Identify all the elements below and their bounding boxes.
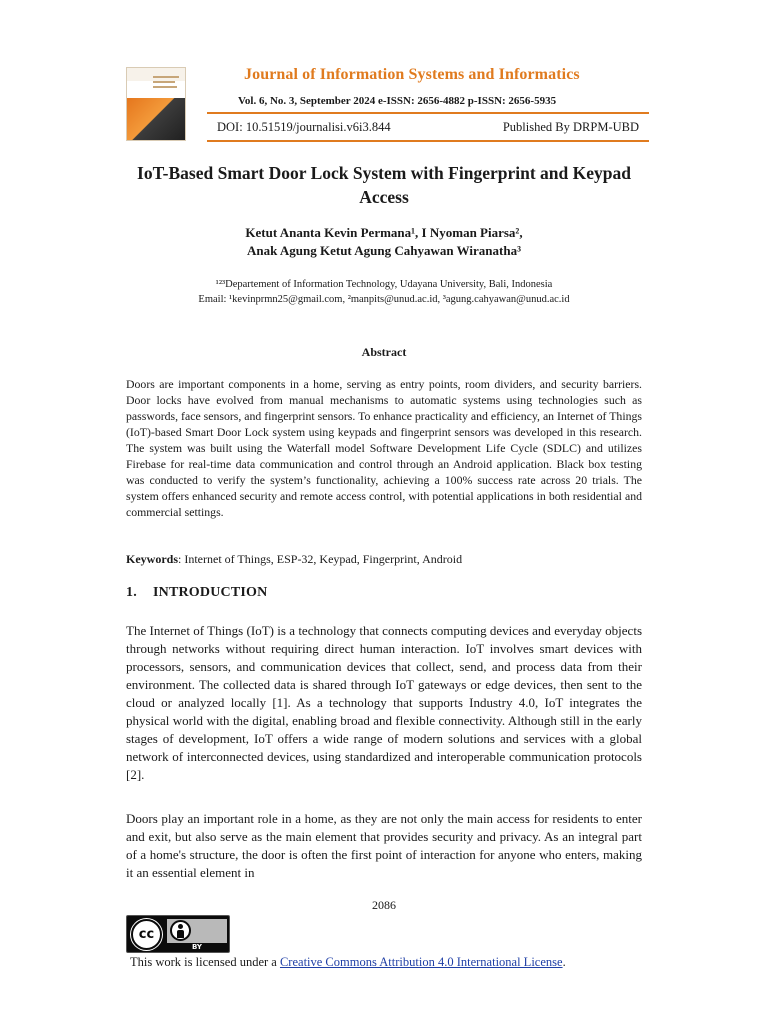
license-prefix: This work is licensed under a bbox=[130, 955, 280, 969]
section-number: 1. bbox=[126, 585, 137, 600]
cover-title-line bbox=[153, 86, 177, 88]
volume-issn-line: Vol. 6, No. 3, September 2024 e-ISSN: 2656-4882 p-ISSN: 2656-5935 bbox=[238, 95, 557, 107]
author-emails: Email: ¹kevinprmn25@gmail.com, ²manpits@unud.ac.id, ³agung.cahyawan@unud.ac.id bbox=[198, 294, 570, 305]
keywords bbox=[126, 551, 642, 567]
header-rule-bottom bbox=[207, 140, 649, 142]
authors bbox=[126, 224, 642, 260]
section-heading-introduction bbox=[126, 585, 267, 601]
paper-title: IoT-Based Smart Door Lock System with Fingerprint and Keypad Access bbox=[137, 163, 631, 207]
person-body-shape bbox=[177, 930, 184, 938]
by-label: BY bbox=[167, 943, 227, 952]
journal-cover-thumbnail bbox=[126, 67, 186, 141]
affiliation-block bbox=[126, 277, 642, 307]
header-rule-top bbox=[207, 112, 649, 114]
creative-commons-icon: cc bbox=[131, 919, 162, 950]
page-number: 2086 bbox=[372, 898, 396, 912]
doi: DOI: 10.51519/journalisi.v6i3.844 bbox=[217, 120, 391, 134]
authors-line-2: Anak Agung Ketut Agung Cahyawan Wiranatha³ bbox=[247, 243, 521, 258]
publisher: Published By DRPM-UBD bbox=[502, 120, 639, 134]
attribution-person-icon bbox=[170, 920, 191, 941]
cover-graphic bbox=[127, 98, 186, 141]
keywords-value: : Internet of Things, ESP-32, Keypad, Fingerprint, Android bbox=[178, 552, 463, 566]
cover-title-line bbox=[153, 76, 179, 78]
cover-title-line bbox=[153, 81, 175, 83]
license-link[interactable]: Creative Commons Attribution 4.0 International License bbox=[279, 955, 563, 969]
abstract-heading: Abstract bbox=[361, 345, 407, 359]
keywords-label: Keywords bbox=[126, 552, 178, 566]
introduction-paragraph-1: The Internet of Things (IoT) is a technology that connects computing devices and everyday objects through networks without requiring direct human interaction. IoT involves smart devices with processors, sensors, and communication devices that collect, send, and process data from their environment. The collected data is shared through IoT gateways or edge devices, then sent to the cloud or analyzed locally [1]. As a technology that supports Industry 4.0, IoT integrates the physical world with the digital, enabling broad and flexible connectivity. Although still in the early stages of development, IoT offers a wide range of modern solutions and services with a global network of interconnected devices, using standardized and interoperable communication protocols [2]. bbox=[126, 623, 642, 782]
journal-title: Journal of Information Systems and Informatics bbox=[244, 66, 580, 83]
cc-by-license-badge[interactable] bbox=[126, 915, 230, 953]
license-suffix: . bbox=[562, 955, 566, 969]
license-statement bbox=[130, 955, 566, 970]
abstract-text: Doors are important components in a home, serving as entry points, room dividers, and security barriers. Door locks have evolved from manual mechanisms to automatic systems using technologies such as passwords, face sensors, and fingerprint sensors. To enhance practicality and efficiency, an Internet of Things (IoT)-based Smart Door Lock system using keypads and fingerprint sensors was developed in this research. The system was built using the Waterfall model Software Development Life Cycle (SDLC) and utilizes Firebase for real-time data communication and control through an Android application. Black box testing was conducted to verify the system’s functionality, achieving a 100% success rate across 20 trials. The system offers enhanced security and remote access control, with potential applications in both residential and commercial settings. bbox=[126, 377, 642, 519]
person-head-shape bbox=[178, 924, 183, 929]
affiliation: ¹²³Departement of Information Technology, Udayana University, Bali, Indonesia bbox=[215, 279, 553, 290]
introduction-paragraph-2: Doors play an important role in a home, as they are not only the main access for residents to enter and exit, but also serve as the main element that provides security and privacy. As an integral part of a home's structure, the door is often the first point of interaction for anyone who enters, making it an essential element in bbox=[126, 811, 642, 880]
authors-line-1: Ketut Ananta Kevin Permana¹, I Nyoman Piarsa², bbox=[245, 225, 523, 240]
section-title: INTRODUCTION bbox=[153, 585, 268, 600]
